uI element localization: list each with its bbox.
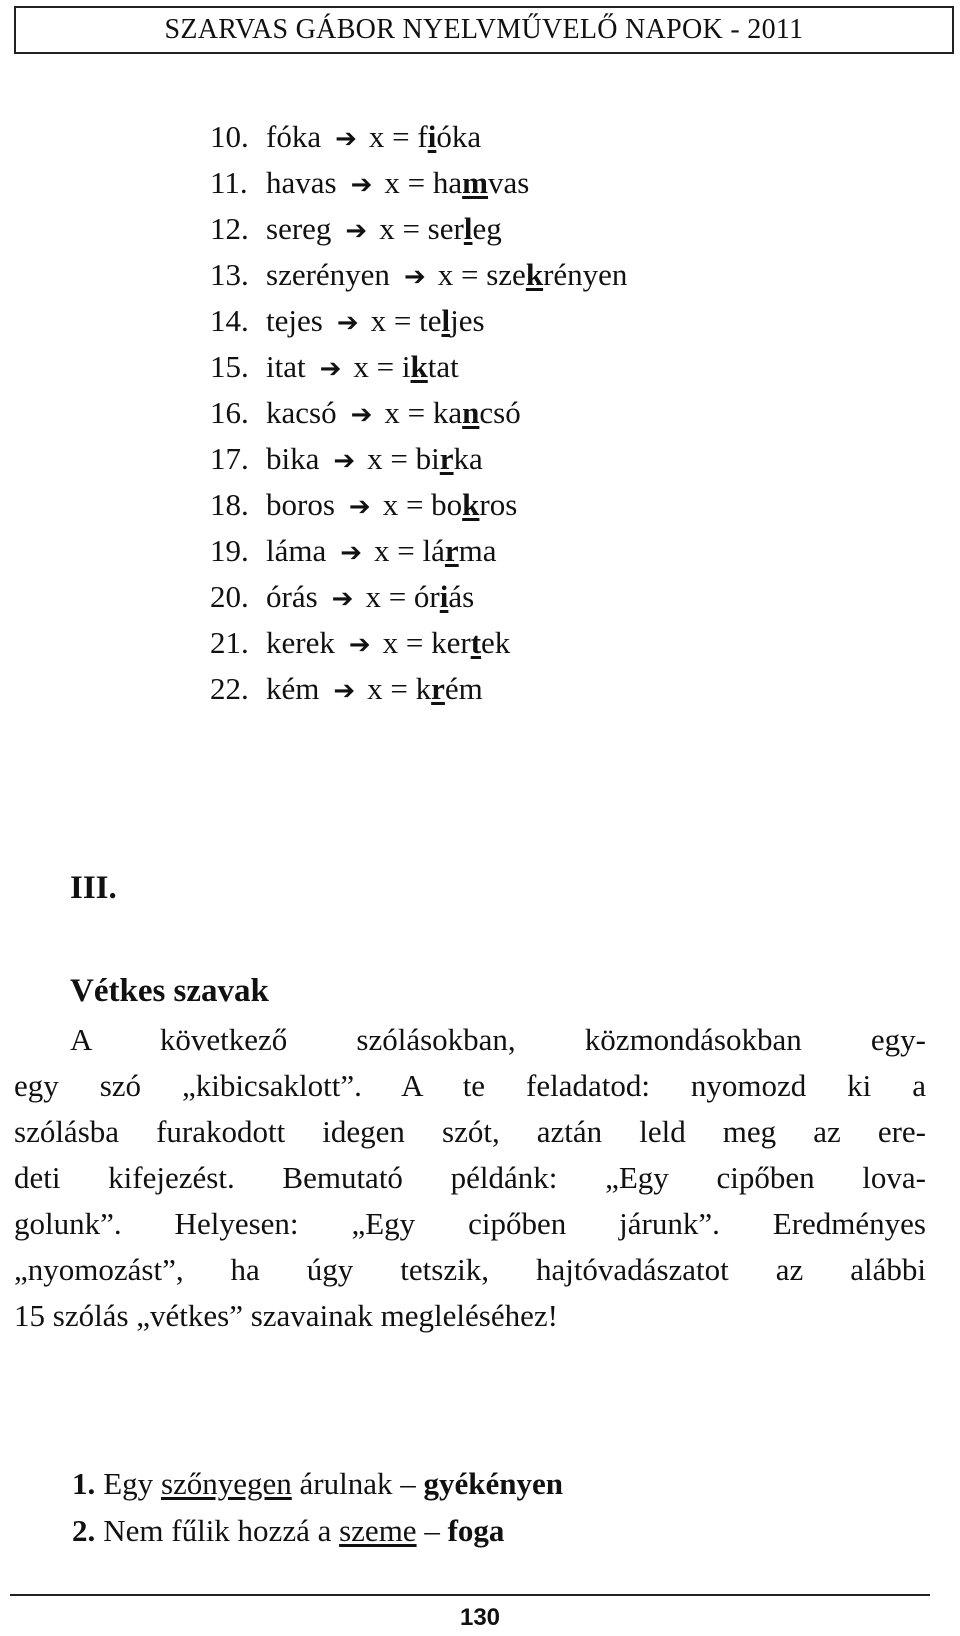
solution-word: kacsó — [266, 395, 337, 430]
arrow-icon: ➔ — [350, 400, 373, 430]
solution-row — [210, 574, 627, 620]
solution-number: 19. — [210, 533, 249, 568]
solution-row — [210, 344, 627, 390]
solution-word: bika — [266, 441, 320, 476]
answer-post: csó — [479, 395, 521, 430]
answer-pre: x = ór — [365, 579, 440, 614]
answer-post: óka — [436, 119, 482, 154]
solution-word: kerek — [266, 625, 335, 660]
correct-word: foga — [447, 1513, 505, 1548]
answer-pre: x = ha — [384, 165, 463, 200]
page-number: 130 — [459, 1604, 501, 1631]
answer-pre: x = ker — [382, 625, 471, 660]
solution-word: szerényen — [266, 257, 390, 292]
solution-word: tejes — [266, 303, 323, 338]
solution-row — [210, 160, 627, 206]
solutions-list — [210, 114, 627, 712]
answer-pre: x = sze — [437, 257, 526, 292]
answer-post: eg — [472, 211, 502, 246]
arrow-icon: ➔ — [350, 170, 373, 200]
arrow-icon: ➔ — [335, 124, 357, 154]
instruction-paragraph — [14, 1017, 926, 1339]
arrow-icon: ➔ — [319, 354, 342, 384]
solution-word: boros — [266, 487, 335, 522]
paragraph-line: A következő szólásokban, közmondásokban egy- — [70, 1022, 926, 1057]
paragraph-line: „nyomozást”, ha úgy tetszik, hajtóvadászatot az alábbi — [14, 1252, 926, 1287]
solution-row — [210, 666, 627, 712]
proverb-text-pre: Egy — [103, 1466, 161, 1501]
solution-row — [210, 252, 627, 298]
solution-number: 17. — [210, 441, 249, 476]
solution-number: 18. — [210, 487, 249, 522]
solution-word: fóka — [266, 119, 322, 154]
running-header — [14, 6, 954, 54]
answer-pre: x = i — [353, 349, 411, 384]
answer-post: ém — [444, 671, 483, 706]
solution-row — [210, 114, 627, 160]
arrow-icon: ➔ — [403, 262, 426, 292]
answer-highlight: k — [410, 349, 428, 384]
paragraph-line: deti kifejezést. Bemutató példánk: „Egy cipőben lova- — [14, 1160, 926, 1195]
solution-number: 21. — [210, 625, 249, 660]
proverb-number: 2. — [72, 1513, 96, 1548]
proverb-number: 1. — [72, 1466, 96, 1501]
arrow-icon: ➔ — [340, 538, 363, 568]
answer-highlight: t — [470, 625, 482, 660]
solution-word: láma — [266, 533, 327, 568]
answer-post: rényen — [543, 257, 628, 292]
answer-highlight: m — [462, 165, 488, 200]
proverb-text-pre: Nem fűlik hozzá a — [103, 1513, 340, 1548]
arrow-icon: ➔ — [331, 584, 354, 614]
answer-highlight: i — [439, 579, 449, 614]
solution-word: kém — [266, 671, 320, 706]
proverb-item — [72, 1507, 563, 1554]
answer-post: ka — [453, 441, 483, 476]
proverb-item — [72, 1460, 563, 1507]
answer-post: ros — [479, 487, 518, 522]
arrow-icon: ➔ — [348, 492, 371, 522]
answer-highlight: k — [462, 487, 480, 522]
wrong-word: szőnyegen — [160, 1466, 292, 1501]
answer-post: ás — [448, 579, 475, 614]
solution-number: 11. — [210, 165, 248, 200]
solution-row — [210, 436, 627, 482]
footer-divider — [10, 1594, 930, 1596]
answer-pre: x = k — [367, 671, 432, 706]
solution-number: 20. — [210, 579, 249, 614]
solution-number: 16. — [210, 395, 249, 430]
answer-pre: x = ka — [384, 395, 463, 430]
solution-number: 10. — [210, 119, 249, 154]
answer-pre: x = lá — [374, 533, 445, 568]
proverb-text-mid: – — [416, 1513, 448, 1548]
arrow-icon: ➔ — [348, 630, 371, 660]
answer-highlight: r — [444, 533, 459, 568]
answer-highlight: r — [439, 441, 454, 476]
section-title: Vétkes szavak — [70, 973, 269, 1009]
arrow-icon: ➔ — [336, 308, 359, 338]
paragraph-line: golunk”. Helyesen: „Egy cipőben járunk”. Eredményes — [14, 1206, 926, 1241]
solution-row — [210, 298, 627, 344]
solution-number: 13. — [210, 257, 249, 292]
answer-pre: x = bi — [367, 441, 440, 476]
arrow-icon: ➔ — [333, 676, 356, 706]
solution-number: 12. — [210, 211, 249, 246]
solution-word: havas — [266, 165, 337, 200]
section-number: III. — [70, 870, 117, 906]
proverb-list — [72, 1460, 563, 1554]
arrow-icon: ➔ — [333, 446, 356, 476]
correct-word: gyékényen — [423, 1466, 563, 1501]
solution-row — [210, 206, 627, 252]
answer-post: ek — [481, 625, 511, 660]
solution-row — [210, 528, 627, 574]
answer-pre: x = f — [368, 119, 428, 154]
answer-post: vas — [487, 165, 530, 200]
answer-highlight: l — [463, 211, 473, 246]
solution-word: órás — [266, 579, 318, 614]
answer-post: jes — [450, 303, 485, 338]
solution-row — [210, 620, 627, 666]
solution-number: 22. — [210, 671, 249, 706]
answer-highlight: r — [431, 671, 445, 706]
answer-highlight: l — [441, 303, 451, 338]
answer-highlight: k — [525, 257, 544, 292]
paragraph-line: szólásba furakodott idegen szót, aztán leld meg az ere- — [14, 1114, 926, 1149]
answer-pre: x = ser — [379, 211, 464, 246]
answer-pre: x = bo — [382, 487, 463, 522]
arrow-icon: ➔ — [345, 216, 368, 246]
proverb-text-mid: árulnak – — [291, 1466, 424, 1501]
answer-post: tat — [427, 349, 459, 384]
paragraph-line: egy szó „kibicsaklott”. A te feladatod: nyomozd ki a — [14, 1068, 926, 1103]
answer-post: ma — [458, 533, 497, 568]
solution-word: itat — [266, 349, 306, 384]
solution-row — [210, 482, 627, 528]
wrong-word: szeme — [339, 1513, 417, 1548]
answer-highlight: n — [462, 395, 480, 430]
paragraph-line: 15 szólás „vétkes” szavainak megleléséhez! — [14, 1298, 558, 1333]
solution-number: 14. — [210, 303, 249, 338]
solution-row — [210, 390, 627, 436]
solution-number: 15. — [210, 349, 249, 384]
solution-word: sereg — [266, 211, 332, 246]
answer-pre: x = te — [370, 303, 442, 338]
answer-highlight: i — [427, 119, 437, 154]
header-title: SZARVAS GÁBOR NYELVMŰVELŐ NAPOK - 2011 — [164, 14, 804, 45]
